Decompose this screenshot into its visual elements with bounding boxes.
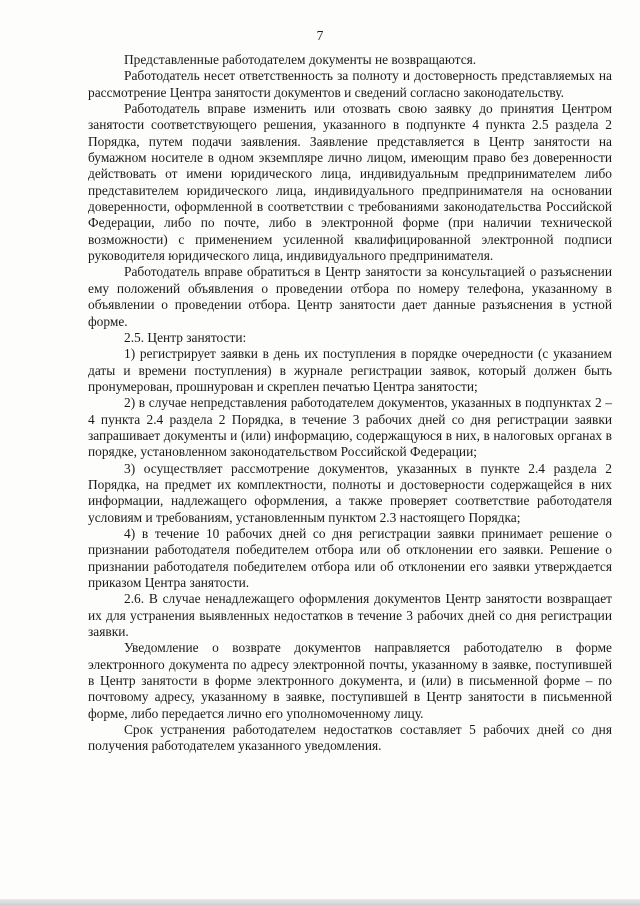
paragraph-consultation: Работодатель вправе обратиться в Центр занятости за консультацией о разъяснении ему положений объявления о проведении отбора по номеру телефона, указанному в объявлении о проведении отбора. Центр занятости дает данные разъяснения в устной форме.: [88, 264, 612, 329]
section-2-6-return-documents: 2.6. В случае ненадлежащего оформления документов Центр занятости возвращает их для устранения выявленных недостатков в течение 3 рабочих дней со дня регистрации заявки.: [88, 591, 612, 640]
paragraph-correction-deadline: Срок устранения работодателем недостатков составляет 5 рабочих дней со дня получения работодателем указанного уведомления.: [88, 722, 612, 754]
page-number: 7: [316, 28, 324, 43]
list-item-3-review-documents: 3) осуществляет рассмотрение документов, указанных в пункте 2.4 раздела 2 Порядка, на предмет их комплектности, полноты и достоверности содержащейся в них информации, надлежащего оформления, а также проверяет соответствие работодателя условиям и требованиям, установленным пунктом 2.3 настоящего Порядка;: [88, 460, 612, 525]
paragraph-documents-not-returned: Представленные работодателем документы не возвращаются.: [124, 52, 477, 67]
list-item-1-registration: 1) регистрирует заявки в день их поступления в порядке очередности (с указанием даты и времени поступления) в журнале регистрации заявок, который должен быть пронумерован, прошнурован и скреплен печатью Центра занятости;: [88, 346, 612, 394]
document-body: [88, 52, 612, 755]
paragraph-return-notification: Уведомление о возврате документов направляется работодателю в форме электронного документа по адресу электронной почты, указанному в заявке, поступившей в Центр занятости в форме электронного документа, и (или) в письменной форме – по почтовому адресу, указанному в заявке, поступившей в Центр занятости в письменной форме, либо передается лично его уполномоченному лицу.: [88, 640, 612, 721]
paragraph-employer-responsibility: Работодатель несет ответственность за полноту и достоверность представляемых на рассмотрение Центра занятости документов и сведений согласно законодательству.: [88, 68, 612, 100]
paragraph-change-or-withdraw-application: Работодатель вправе изменить или отозвать свою заявку до принятия Центром занятости соответствующего решения, указанного в подпункте 4 пункта 2.5 раздела 2 Порядка, путем подачи заявления. Заявление представляется в Центр занятости на бумажном носителе в одном экземпляре лично лицом, имеющим право без доверенности действовать от имени юридического лица, индивидуальным предпринимателем либо представителем юридического лица, индивидуального предпринимателя на основании доверенности, оформленной в соответствии с требованиями законодательства Российской Федерации, либо по почте, либо в электронной форме (при наличии технической возможности) с применением усиленной квалифицированной электронной подписи руководителя юридического лица, индивидуального предпринимателя.: [88, 101, 612, 264]
scan-bottom-edge: [0, 899, 640, 905]
list-item-2-request-documents: 2) в случае непредставления работодателем документов, указанных в подпунктах 2 – 4 пункта 2.4 раздела 2 Порядка, в течение 3 рабочих дней со дня регистрации заявки запрашивает документы и (или) информацию, содержащуюся в них, в налоговых органах в порядке, установленном законодательством Российской Федерации;: [88, 395, 612, 460]
section-2-5-heading: 2.5. Центр занятости:: [124, 329, 247, 345]
list-item-4-decision: 4) в течение 10 рабочих дней со дня регистрации заявки принимает решение о признании работодателя победителем отбора или об отклонении его заявки. Решение о признании работодателя победителем отбора или об отклонении его заявки утверждается приказом Центра занятости.: [88, 525, 612, 590]
